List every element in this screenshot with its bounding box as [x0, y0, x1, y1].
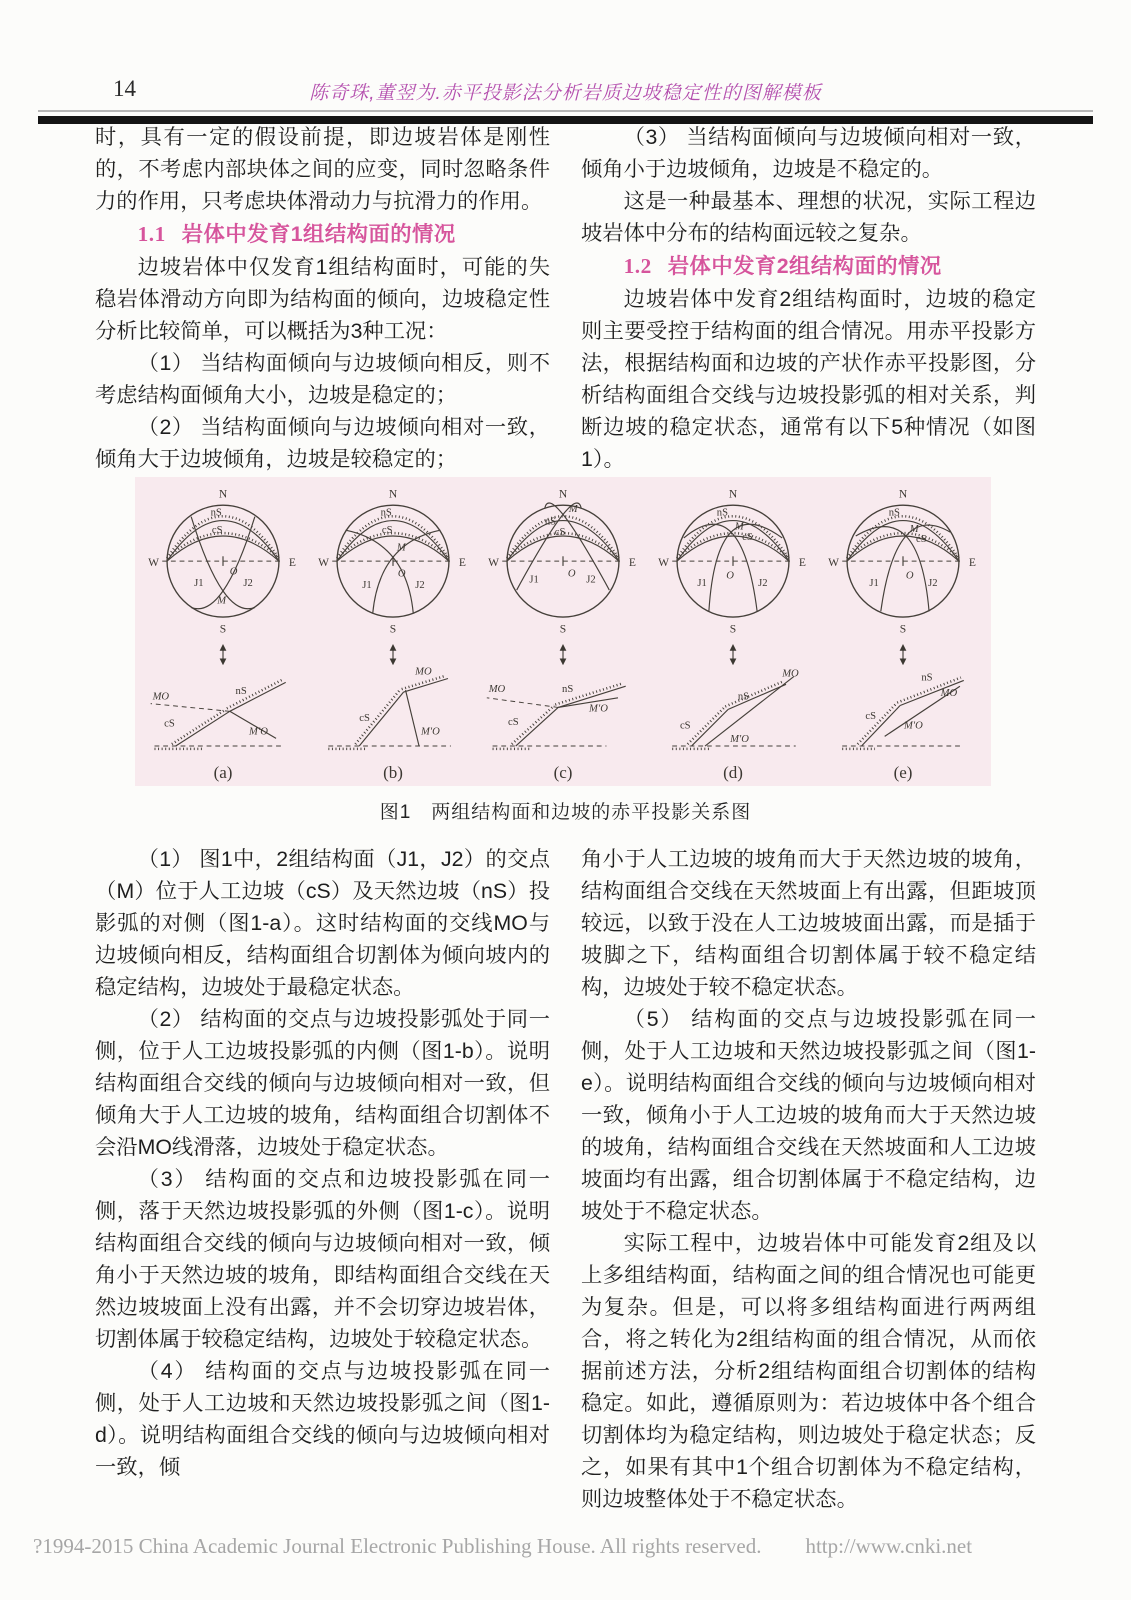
mo-line: [487, 698, 558, 708]
mpo-label: M′O: [589, 703, 608, 715]
copyright-text: ?1994-2015 China Academic Journal Electronic Publishing House. All rights reserved.: [33, 1534, 762, 1558]
compass-n: N: [898, 487, 908, 501]
right-column-bottom: [581, 843, 1036, 1515]
slope-sketch-e: [821, 665, 985, 761]
intersection-m-label: M: [568, 503, 578, 515]
ns-arc: [337, 521, 449, 562]
compass-s: S: [389, 622, 397, 636]
left-column-top: [95, 121, 550, 475]
ns-label: nS: [380, 507, 392, 519]
arrow-head-down: [730, 659, 737, 666]
compass-w: W: [828, 555, 840, 569]
cs-face-label: cS: [508, 717, 519, 729]
section-number: 1.2: [623, 254, 652, 278]
intersection-m-label: M: [909, 524, 919, 536]
arrow-head-up: [900, 644, 907, 651]
mpo-label: M′O: [249, 726, 268, 738]
j2-label: J2: [758, 578, 768, 590]
ns-arc-ticks: [337, 516, 449, 558]
right-column-top: [581, 121, 1036, 475]
figure-panel-e: [821, 482, 985, 784]
compass-s: S: [219, 622, 227, 636]
cs-face-label: cS: [359, 713, 370, 725]
correspondence-arrow: [141, 644, 305, 665]
slope-sketch-b: [311, 665, 475, 761]
ns-face-label: nS: [562, 684, 574, 696]
ns-face-label: nS: [737, 692, 750, 704]
center-o-label: O: [726, 570, 734, 582]
j2-arc: [373, 530, 441, 613]
arrow-head-down: [900, 659, 907, 666]
cs-face: [176, 712, 230, 747]
cs-label: cS: [211, 525, 223, 537]
mo-label: MO: [152, 692, 170, 704]
ns-arc: [167, 521, 279, 562]
cs-face-label: cS: [164, 719, 175, 731]
panel-letter: (d): [723, 762, 743, 782]
figure-panel-b: [311, 482, 475, 784]
j1-label: J1: [194, 578, 204, 590]
cs-face-hatch: [172, 710, 226, 745]
compass-e: E: [458, 555, 466, 569]
center-o-label: O: [905, 570, 914, 582]
intersection-m-label: M: [734, 521, 744, 533]
compass-s: S: [899, 622, 907, 636]
ns-label: nS: [544, 516, 557, 528]
compass-w: W: [658, 555, 670, 569]
cs-face: [692, 710, 729, 747]
figure-caption: 图1 两组结构面和边坡的赤平投影关系图: [379, 802, 752, 823]
compass-e: E: [288, 555, 296, 569]
paragraph: （2） 当结构面倾向与边坡倾向相对一致，倾角大于边坡倾角，边坡是较稳定的；: [95, 415, 550, 471]
compass-e: E: [798, 555, 806, 569]
ns-label: nS: [888, 507, 900, 519]
correspondence-arrow: [821, 644, 985, 665]
ns-face-label: nS: [235, 686, 247, 698]
ns-arc-ticks: [677, 516, 789, 558]
paragraph: 这是一种最基本、理想的状况，实际工程边坡岩体中分布的结构面远较之复杂。: [581, 189, 1036, 245]
intersection-m-label: M: [396, 542, 406, 554]
j2-label: J2: [243, 578, 253, 590]
compass-e: E: [968, 555, 976, 569]
cs-face: [516, 708, 558, 747]
mpo-line: [558, 698, 618, 708]
cnki-url: http://www.cnki.net: [805, 1534, 973, 1558]
mo-mpo-line: [705, 677, 794, 746]
compass-n: N: [558, 487, 568, 501]
compass-w: W: [488, 555, 500, 569]
ns-arc: [847, 521, 959, 562]
paragraph: （5） 结构面的交点与边坡投影弧在同一侧，处于人工边坡和天然边坡投影弧之间（图1-e）。说明结构面组合交线的倾向与边坡倾向相对一致，倾角小于人工边坡的坡角而大于天然边坡的坡角，结构面组合交线在天然坡面和人工边坡坡面均有出露，组合切割体属于不稳定结构，边坡处于不稳定状态。: [581, 1007, 1036, 1223]
compass-s: S: [559, 622, 567, 636]
left-column-bottom: [95, 843, 550, 1515]
ns-face-label: nS: [921, 672, 933, 684]
slope-sketch-a: [141, 665, 305, 761]
figure-panel-c: [481, 482, 645, 784]
header-rule-thin: [38, 110, 1093, 112]
panel-letter: (e): [893, 762, 913, 782]
cs-face-hatch: [688, 708, 725, 745]
section-number: 1.1: [137, 222, 166, 246]
j1-label: J1: [697, 578, 707, 590]
panel-letter: (b): [383, 762, 403, 782]
mpo-label: M′O: [730, 734, 749, 746]
correspondence-arrow: [311, 644, 475, 665]
j2-label: J2: [586, 574, 596, 586]
compass-n: N: [218, 487, 228, 501]
mo-label: MO: [782, 668, 799, 680]
page-header: [0, 74, 1131, 108]
paragraph: （3） 结构面的交点和边坡投影弧在同一侧，落于天然边坡投影弧的外侧（图1-c）。说明结构面组合交线的倾向与边坡倾向相对一致，倾角小于天然边坡的坡角，即结构面组合交线在天然边坡坡面上没有出露，并不会切穿边坡岩体，切割体属于较稳定结构，边坡处于较稳定状态。: [95, 1167, 550, 1351]
cs-label: cS: [916, 533, 927, 545]
correspondence-arrow: [481, 644, 645, 665]
cs-label: cS: [742, 531, 753, 543]
cs-label: cS: [381, 525, 393, 537]
center-o-label: O: [567, 568, 576, 580]
figure-1: [135, 477, 991, 786]
arrow-head-up: [390, 644, 397, 651]
section-title: 岩体中发育2组结构面的情况: [667, 254, 942, 278]
center-o-label: O: [397, 568, 406, 580]
figure-panel-a: [141, 482, 305, 784]
paragraph: 边坡岩体中仅发育1组结构面时，可能的失稳岩体滑动方向即为结构面的倾向，边坡稳定性分析比较简单，可以概括为3种工况：: [95, 255, 550, 343]
text-columns-top: [95, 121, 1036, 475]
ns-label: nS: [716, 507, 728, 519]
mo-label: MO: [415, 666, 432, 678]
arrow-head-down: [560, 659, 567, 666]
stereonet-a: [141, 482, 305, 644]
paragraph: （4） 结构面的交点与边坡投影弧在同一侧，处于人工边坡和天然边坡投影弧之间（图1-d）。说明结构面组合交线的倾向与边坡倾向相对一致，倾: [95, 1359, 550, 1479]
ns-face-hatch: [725, 682, 783, 707]
page-footer: [33, 1534, 1098, 1559]
paragraph: 实际工程中，边坡岩体中可能发育2组及以上多组结构面，结构面之间的组合情况也可能更为复杂。但是，可以将多组结构面进行两两组合，将之转化为2组结构面的组合情况，从而依据前述方法，分析2组结构面组合切割体的结构稳定。如此，遵循原则为：若边坡体中各个组合切割体均为稳定结构，则边坡处于稳定状态；反之，如果有其中1个组合切割体为不稳定结构，则边坡整体处于不稳定状态。: [581, 1231, 1036, 1511]
ns-arc-ticks: [847, 516, 959, 558]
compass-s: S: [729, 622, 737, 636]
compass-n: N: [388, 487, 398, 501]
compass-e: E: [628, 555, 636, 569]
panel-letter: (a): [213, 762, 233, 782]
mpo-label: M′O: [420, 726, 440, 738]
slope-sketch-d: [651, 665, 815, 761]
j1-label: J1: [362, 580, 372, 592]
ns-label: nS: [210, 507, 222, 519]
paragraph: 角小于人工边坡的坡角而大于天然边坡的坡角，结构面组合交线在天然坡面上有出露，但距坡顶较远，以致于没在人工边坡坡面出露，而是插于坡脚之下，结构面组合切割体属于较不稳定结构，边坡处于较不稳定状态。: [581, 847, 1036, 999]
cs-label: cS: [554, 527, 566, 539]
arrow-head-down: [390, 659, 397, 666]
figure-panel-d: [651, 482, 815, 784]
correspondence-arrow: [651, 644, 815, 665]
paragraph: （1） 图1中，2组结构面（J1，J2）的交点（M）位于人工边坡（cS）及天然边坡（nS）投影弧的对侧（图1-a）。这时结构面的交线MO与边坡倾向相反，结构面组合切割体为倾向坡内的稳定结构，边坡处于最稳定状态。: [95, 847, 550, 999]
arrow-head-up: [730, 644, 737, 651]
page-number: 14: [113, 76, 136, 101]
center-o-label: O: [229, 566, 238, 578]
cs-face-hatch: [858, 704, 897, 745]
section-title: 岩体中发育1组结构面的情况: [181, 222, 456, 246]
paragraph: （3） 当结构面倾向与边坡倾向相对一致，倾角小于边坡倾角，边坡是不稳定的。: [581, 125, 1036, 181]
arrow-head-up: [220, 644, 227, 651]
text-columns-bottom: [95, 843, 1036, 1515]
j1-label: J1: [869, 578, 879, 590]
compass-w: W: [148, 555, 160, 569]
j2-label: J2: [415, 580, 425, 592]
paragraph: 边坡岩体中发育2组结构面时，边坡的稳定则主要受控于结构面的组合情况。用赤平投影方法，根据结构面和边坡的产状作赤平投影图，分析结构面组合交线与边坡投影弧的相对关系，判断边坡的稳定状态，通常有以下5种情况（如图1）。: [581, 287, 1036, 471]
mo-label: MO: [488, 684, 506, 696]
running-title: 陈奇珠,董翌为.赤平投影法分析岩质边坡稳定性的图解模板: [309, 83, 822, 104]
arrow-head-up: [560, 644, 567, 651]
paragraph: （2） 结构面的交点与边坡投影弧处于同一侧，位于人工边坡投影弧的内侧（图1-b）。说明结构面组合交线的倾向与边坡倾向相对一致，但倾角大于人工边坡的坡角，结构面组合切割体不会沿MO线滑落，边坡处于稳定状态。: [95, 1007, 550, 1159]
stereonet-c: [481, 482, 645, 644]
section-heading-1-1: [95, 217, 550, 251]
stereonet-b: [311, 482, 475, 644]
ns-arc: [677, 521, 789, 562]
ns-arc-ticks: [167, 516, 279, 558]
cs-face-label: cS: [865, 711, 877, 723]
intersection-m-label: M: [217, 595, 227, 607]
mpo-line: [406, 690, 420, 746]
stereonet-e: [821, 482, 985, 644]
paragraph: （1） 当结构面倾向与边坡倾向相反，则不考虑结构面倾角大小，边坡是稳定的；: [95, 351, 550, 407]
mo-label: MO: [940, 688, 958, 700]
cs-face-label: cS: [679, 720, 691, 732]
mpo-label: M′O: [903, 720, 923, 732]
mo-line: [151, 704, 230, 712]
compass-w: W: [318, 555, 330, 569]
stereonet-d: [651, 482, 815, 644]
j1-label: J1: [529, 574, 539, 586]
compass-n: N: [728, 487, 738, 501]
panel-letter: (c): [553, 762, 573, 782]
section-heading-1-2: [581, 249, 1036, 283]
arrow-head-down: [220, 659, 227, 666]
paragraph: 时，具有一定的假设前提，即边坡岩体是刚性的，不考虑内部块体之间的应变，同时忽略条件力的作用，只考虑块体滑动力与抗滑力的作用。: [95, 125, 550, 213]
j2-label: J2: [928, 578, 938, 590]
slope-sketch-c: [481, 665, 645, 761]
